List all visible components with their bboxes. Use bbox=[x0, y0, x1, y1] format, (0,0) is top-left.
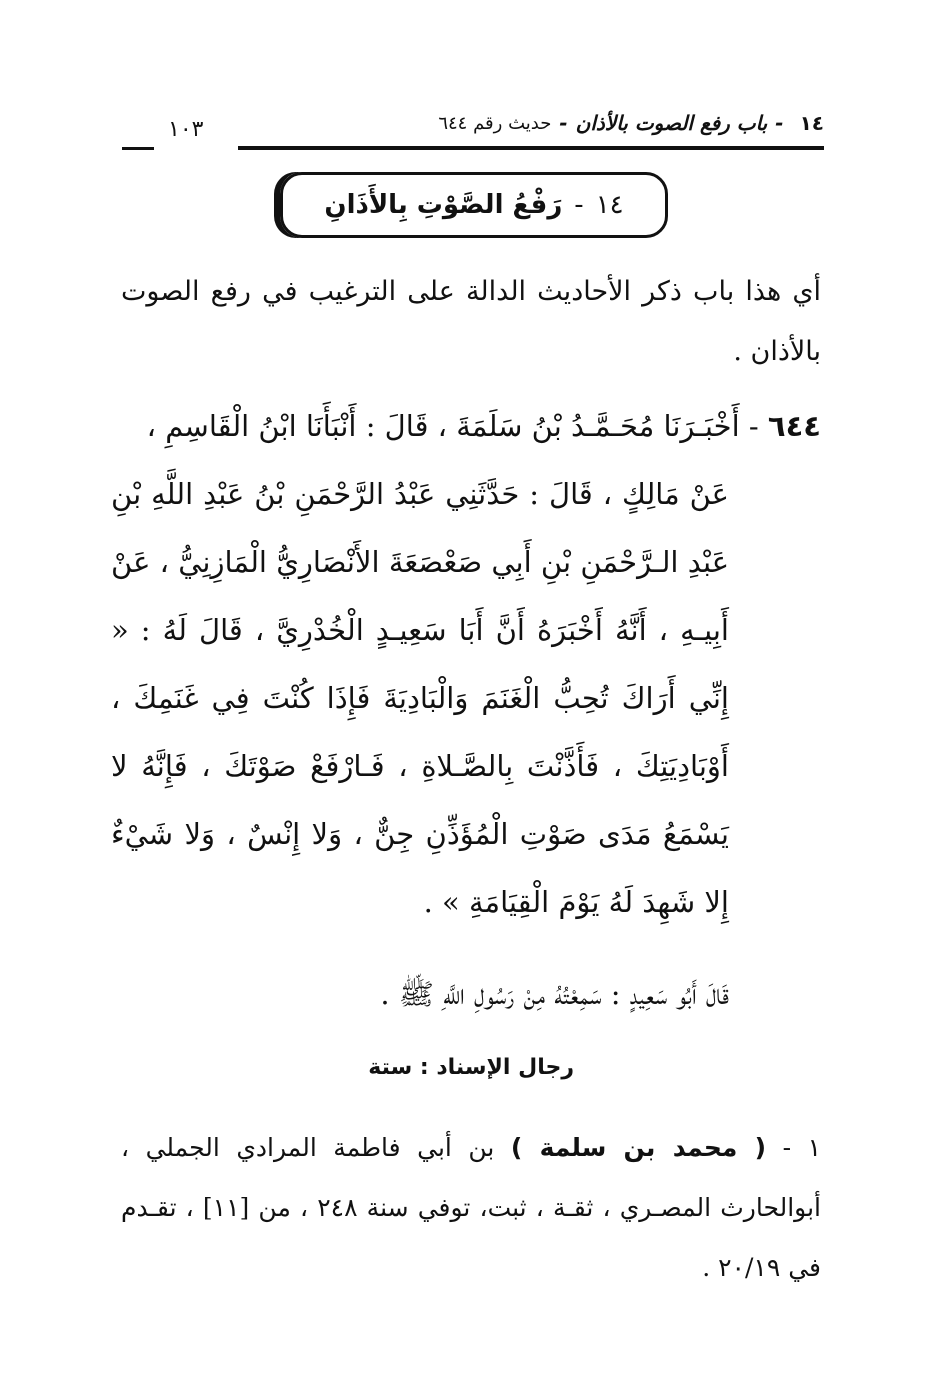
hadith-number: ٦٤٤ bbox=[767, 409, 821, 443]
narrator-index: ١ bbox=[807, 1133, 821, 1162]
narrator-entry bbox=[121, 1118, 821, 1298]
header-dash: - bbox=[775, 111, 784, 135]
section-title: رجال الإسناد : ستة bbox=[368, 1055, 574, 1080]
quote-line: قَالَ أَبُو سَعِيدٍ : سَمِعْتُهُ مِنْ رَسُولِ اللَّهِ ﷺ . bbox=[380, 977, 729, 1011]
page-number-dash bbox=[122, 147, 154, 150]
hadith-body: عَنْ مَالِكٍ ، قَالَ : حَدَّثَنِي عَبْدُ الرَّحْمَنِ بْنُ عَبْدِ اللَّهِ بْنِ عَبْدِ الـرَّحْمَنِ بْنِ أَبِي صَعْصَعَةَ الأَنْصَارِيُّ الْمَازِنِيُّ ، عَنْ أَبِيـهِ ، أَنَّهُ أَخْبَرَهُ أَنَّ أَبَا سَعِيـدٍ الْخُدْرِيَّ ، قَالَ لَهُ : « إِنِّي أَرَاكَ تُحِبُّ الْغَنَمَ وَالْبَادِيَةَ فَإِذَا كُنْتَ فِي غَنَمِكَ ، أَوْبَادِيَتِكَ ، فَأَذَّنْتَ بِالصَّـلاةِ ، فَـارْفَعْ صَوْتَكَ ، فَإِنَّهُ لا يَسْمَعُ مَدَى صَوْتِ الْمُؤَذِّنِ جِنٌّ ، وَلا إِنْسٌ ، وَلا شَيْءٌ إِلا شَهِدَ لَهُ يَوْمَ الْقِيَامَةِ » . bbox=[111, 477, 729, 919]
narrator-name: ( محمد بن سلمة ) bbox=[510, 1133, 767, 1162]
header-chapter-title: باب رفع الصوت بالأذان bbox=[575, 111, 768, 135]
header-chapter-number: ١٤ bbox=[799, 111, 824, 135]
header-dash-2: - bbox=[559, 111, 568, 135]
hadith-dash: - bbox=[739, 409, 759, 443]
hadith-block bbox=[111, 392, 821, 936]
intro-paragraph: أي هذا باب ذكر الأحاديث الدالة على الترغيب في رفع الصوت بالأذان . bbox=[121, 276, 821, 367]
hadith-first-line-text: أَخْبَـرَنَا مُحَـمَّـدُ بْنُ سَلَمَةَ ، قَالَ : أَنْبَأَنَا ابْنُ الْقَاسِمِ ، bbox=[146, 409, 740, 443]
narrator-dash: - bbox=[766, 1133, 792, 1162]
page-number: ١٠٣ bbox=[168, 117, 204, 142]
hadith-first-line bbox=[111, 392, 821, 460]
chapter-title-box bbox=[280, 172, 668, 238]
header-rule bbox=[238, 146, 824, 150]
chapter-box-dash: - bbox=[574, 190, 584, 220]
header-hadith-ref: حديث رقم ٦٤٤ bbox=[438, 112, 552, 134]
chapter-box-title: رَفْعُ الصَّوْتِ بِالأَذَانِ bbox=[324, 190, 563, 220]
narrator-text: بن أبي فاطمة المرادي الجملي ، أبوالحارث المصـري ، ثقـة ، ثبت، توفي سنة ٢٤٨ ، من [١١] ، تقـدم في ٢٠/١٩ . bbox=[121, 1133, 821, 1282]
running-header bbox=[110, 108, 824, 138]
chapter-box-number: ١٤ bbox=[595, 190, 624, 220]
